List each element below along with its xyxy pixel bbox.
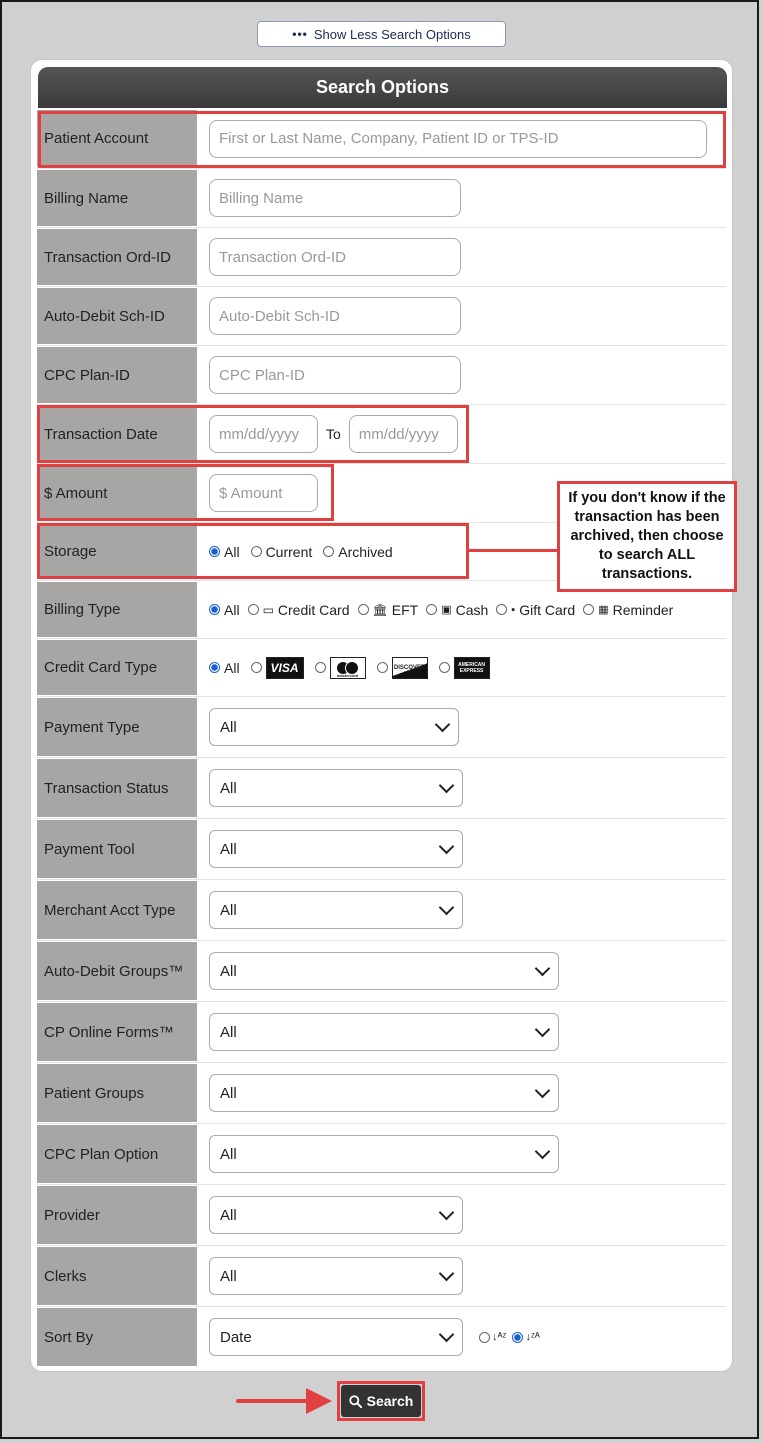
row-cpc-plan-id <box>37 346 726 405</box>
row-billing-name <box>37 169 726 228</box>
radio-icon <box>315 662 326 673</box>
show-less-options-label: Show Less Search Options <box>313 26 471 42</box>
search-button[interactable]: Search <box>341 1385 421 1417</box>
storage-option-current[interactable]: Current <box>251 544 313 560</box>
radio-icon <box>209 546 220 557</box>
row-payment-type <box>37 697 726 758</box>
patient-groups-select[interactable]: All <box>209 1074 559 1112</box>
chevron-down-icon <box>535 961 551 977</box>
chevron-down-icon <box>439 1205 455 1221</box>
cpc-plan-id-label: CPC Plan-ID <box>37 347 197 403</box>
payment-type-label: Payment Type <box>37 698 197 756</box>
card-option-visa[interactable] <box>251 657 304 679</box>
search-icon <box>349 1395 362 1408</box>
row-transaction-date <box>37 405 726 464</box>
row-cpc-plan-option <box>37 1124 726 1185</box>
chevron-down-icon <box>435 717 451 733</box>
arrow-shaft <box>236 1399 316 1403</box>
row-patient-account <box>37 109 726 169</box>
row-transaction-ord-id <box>37 228 726 287</box>
payment-type-select[interactable]: All <box>209 708 459 746</box>
patient-account-label: Patient Account <box>37 110 197 167</box>
arrow-right-icon <box>306 1388 332 1414</box>
chevron-down-icon <box>439 1327 455 1343</box>
radio-icon <box>583 604 594 615</box>
storage-option-archived[interactable]: Archived <box>323 544 392 560</box>
row-auto-debit-groups <box>37 941 726 1002</box>
row-clerks <box>37 1246 726 1307</box>
transaction-date-to-input[interactable]: mm/dd/yyyy <box>349 415 458 453</box>
money-icon: ▣ <box>441 604 452 616</box>
billing-name-input[interactable]: Billing Name <box>209 179 461 217</box>
card-option-amex[interactable] <box>439 657 490 679</box>
transaction-status-select[interactable]: All <box>209 769 463 807</box>
provider-select[interactable]: All <box>209 1196 463 1234</box>
amount-label: $ Amount <box>37 465 197 521</box>
sort-by-label: Sort By <box>37 1308 197 1366</box>
chevron-down-icon <box>439 778 455 794</box>
row-transaction-status <box>37 758 726 819</box>
cp-online-forms-select[interactable]: All <box>209 1013 559 1051</box>
transaction-date-from-input[interactable]: mm/dd/yyyy <box>209 415 318 453</box>
discover-logo-icon: DISCOVER <box>392 657 428 679</box>
radio-icon <box>377 662 388 673</box>
row-credit-card-type <box>37 639 726 697</box>
radio-icon <box>248 604 259 615</box>
callout-connector <box>469 549 557 552</box>
card-option-discover[interactable] <box>377 657 428 679</box>
transaction-status-label: Transaction Status <box>37 759 197 817</box>
transaction-ord-id-label: Transaction Ord-ID <box>37 229 197 285</box>
clerks-label: Clerks <box>37 1247 197 1305</box>
radio-icon <box>251 662 262 673</box>
billing-name-label: Billing Name <box>37 170 197 226</box>
merchant-acct-type-select[interactable]: All <box>209 891 463 929</box>
row-cp-online-forms <box>37 1002 726 1063</box>
sort-by-select[interactable]: Date <box>209 1318 463 1356</box>
sort-ascending-option[interactable] <box>479 1331 506 1343</box>
calendar-icon: ▦ <box>598 604 609 616</box>
chevron-down-icon <box>439 1266 455 1282</box>
chevron-down-icon <box>439 900 455 916</box>
billing-type-option-credit-card[interactable]: ▭ Credit Card <box>248 602 350 618</box>
cpc-plan-option-label: CPC Plan Option <box>37 1125 197 1183</box>
gift-icon: ▪ <box>511 603 516 616</box>
chevron-down-icon <box>535 1083 551 1099</box>
provider-label: Provider <box>37 1186 197 1244</box>
ellipsis-icon: ••• <box>292 27 308 41</box>
radio-icon <box>512 1332 523 1343</box>
payment-tool-select[interactable]: All <box>209 830 463 868</box>
auto-debit-sch-id-label: Auto-Debit Sch-ID <box>37 288 197 344</box>
billing-type-option-gift-card[interactable]: ▪ Gift Card <box>496 602 575 618</box>
billing-type-option-cash[interactable]: ▣ Cash <box>426 602 488 618</box>
auto-debit-sch-id-input[interactable]: Auto-Debit Sch-ID <box>209 297 461 335</box>
auto-debit-groups-select[interactable]: All <box>209 952 559 990</box>
storage-option-all[interactable]: All <box>209 544 240 560</box>
cpc-plan-id-input[interactable]: CPC Plan-ID <box>209 356 461 394</box>
chevron-down-icon <box>439 839 455 855</box>
cp-online-forms-label: CP Online Forms™ <box>37 1003 197 1061</box>
radio-icon <box>426 604 437 615</box>
row-auto-debit-sch-id <box>37 287 726 346</box>
patient-account-input[interactable]: First or Last Name, Company, Patient ID or TPS-ID <box>209 120 707 158</box>
card-option-all[interactable]: All <box>209 660 240 676</box>
sort-ascending-icon: ↓ᴬᶻ <box>492 1331 507 1343</box>
row-provider <box>37 1185 726 1246</box>
row-patient-groups <box>37 1063 726 1124</box>
visa-logo-icon: VISA <box>266 657 304 679</box>
sort-descending-icon: ↓ᶻᴬ <box>525 1331 540 1343</box>
radio-icon <box>323 546 334 557</box>
panel-title: Search Options <box>38 67 727 108</box>
row-sort-by <box>37 1307 726 1367</box>
chevron-down-icon <box>535 1144 551 1160</box>
archived-tip-callout: If you don't know if the transaction has been archived, then choose to search ALL transactions. <box>557 481 737 592</box>
amount-input[interactable]: $ Amount <box>209 474 318 512</box>
billing-type-option-all[interactable]: All <box>209 602 240 618</box>
card-option-mastercard[interactable] <box>315 657 366 679</box>
amex-logo-icon: AMERICAN EXPRESS <box>454 657 490 679</box>
cpc-plan-option-select[interactable]: All <box>209 1135 559 1173</box>
transaction-ord-id-input[interactable]: Transaction Ord-ID <box>209 238 461 276</box>
radio-icon <box>479 1332 490 1343</box>
clerks-select[interactable]: All <box>209 1257 463 1295</box>
merchant-acct-type-label: Merchant Acct Type <box>37 881 197 939</box>
show-less-options-button[interactable] <box>257 21 506 47</box>
radio-icon <box>251 546 262 557</box>
payment-tool-label: Payment Tool <box>37 820 197 878</box>
chevron-down-icon <box>535 1022 551 1038</box>
mastercard-logo-icon: mastercard <box>330 657 366 679</box>
billing-type-option-reminder[interactable]: ▦ Reminder <box>583 602 673 618</box>
radio-icon <box>439 662 450 673</box>
transaction-date-label: Transaction Date <box>37 406 197 462</box>
patient-groups-label: Patient Groups <box>37 1064 197 1122</box>
radio-icon <box>496 604 507 615</box>
auto-debit-groups-label: Auto-Debit Groups™ <box>37 942 197 1000</box>
billing-type-label: Billing Type <box>37 582 197 637</box>
row-merchant-acct-type <box>37 880 726 941</box>
row-payment-tool <box>37 819 726 880</box>
radio-icon <box>358 604 369 615</box>
credit-card-type-label: Credit Card Type <box>37 640 197 695</box>
radio-icon <box>209 662 220 673</box>
radio-icon <box>209 604 220 615</box>
date-to-label: To <box>326 426 341 442</box>
billing-type-option-eft[interactable]: 🏛 EFT <box>358 602 419 618</box>
storage-label: Storage <box>37 524 197 579</box>
credit-card-icon: ▭ <box>262 602 274 617</box>
bank-icon: 🏛 <box>372 602 388 617</box>
sort-descending-option[interactable] <box>512 1331 539 1343</box>
